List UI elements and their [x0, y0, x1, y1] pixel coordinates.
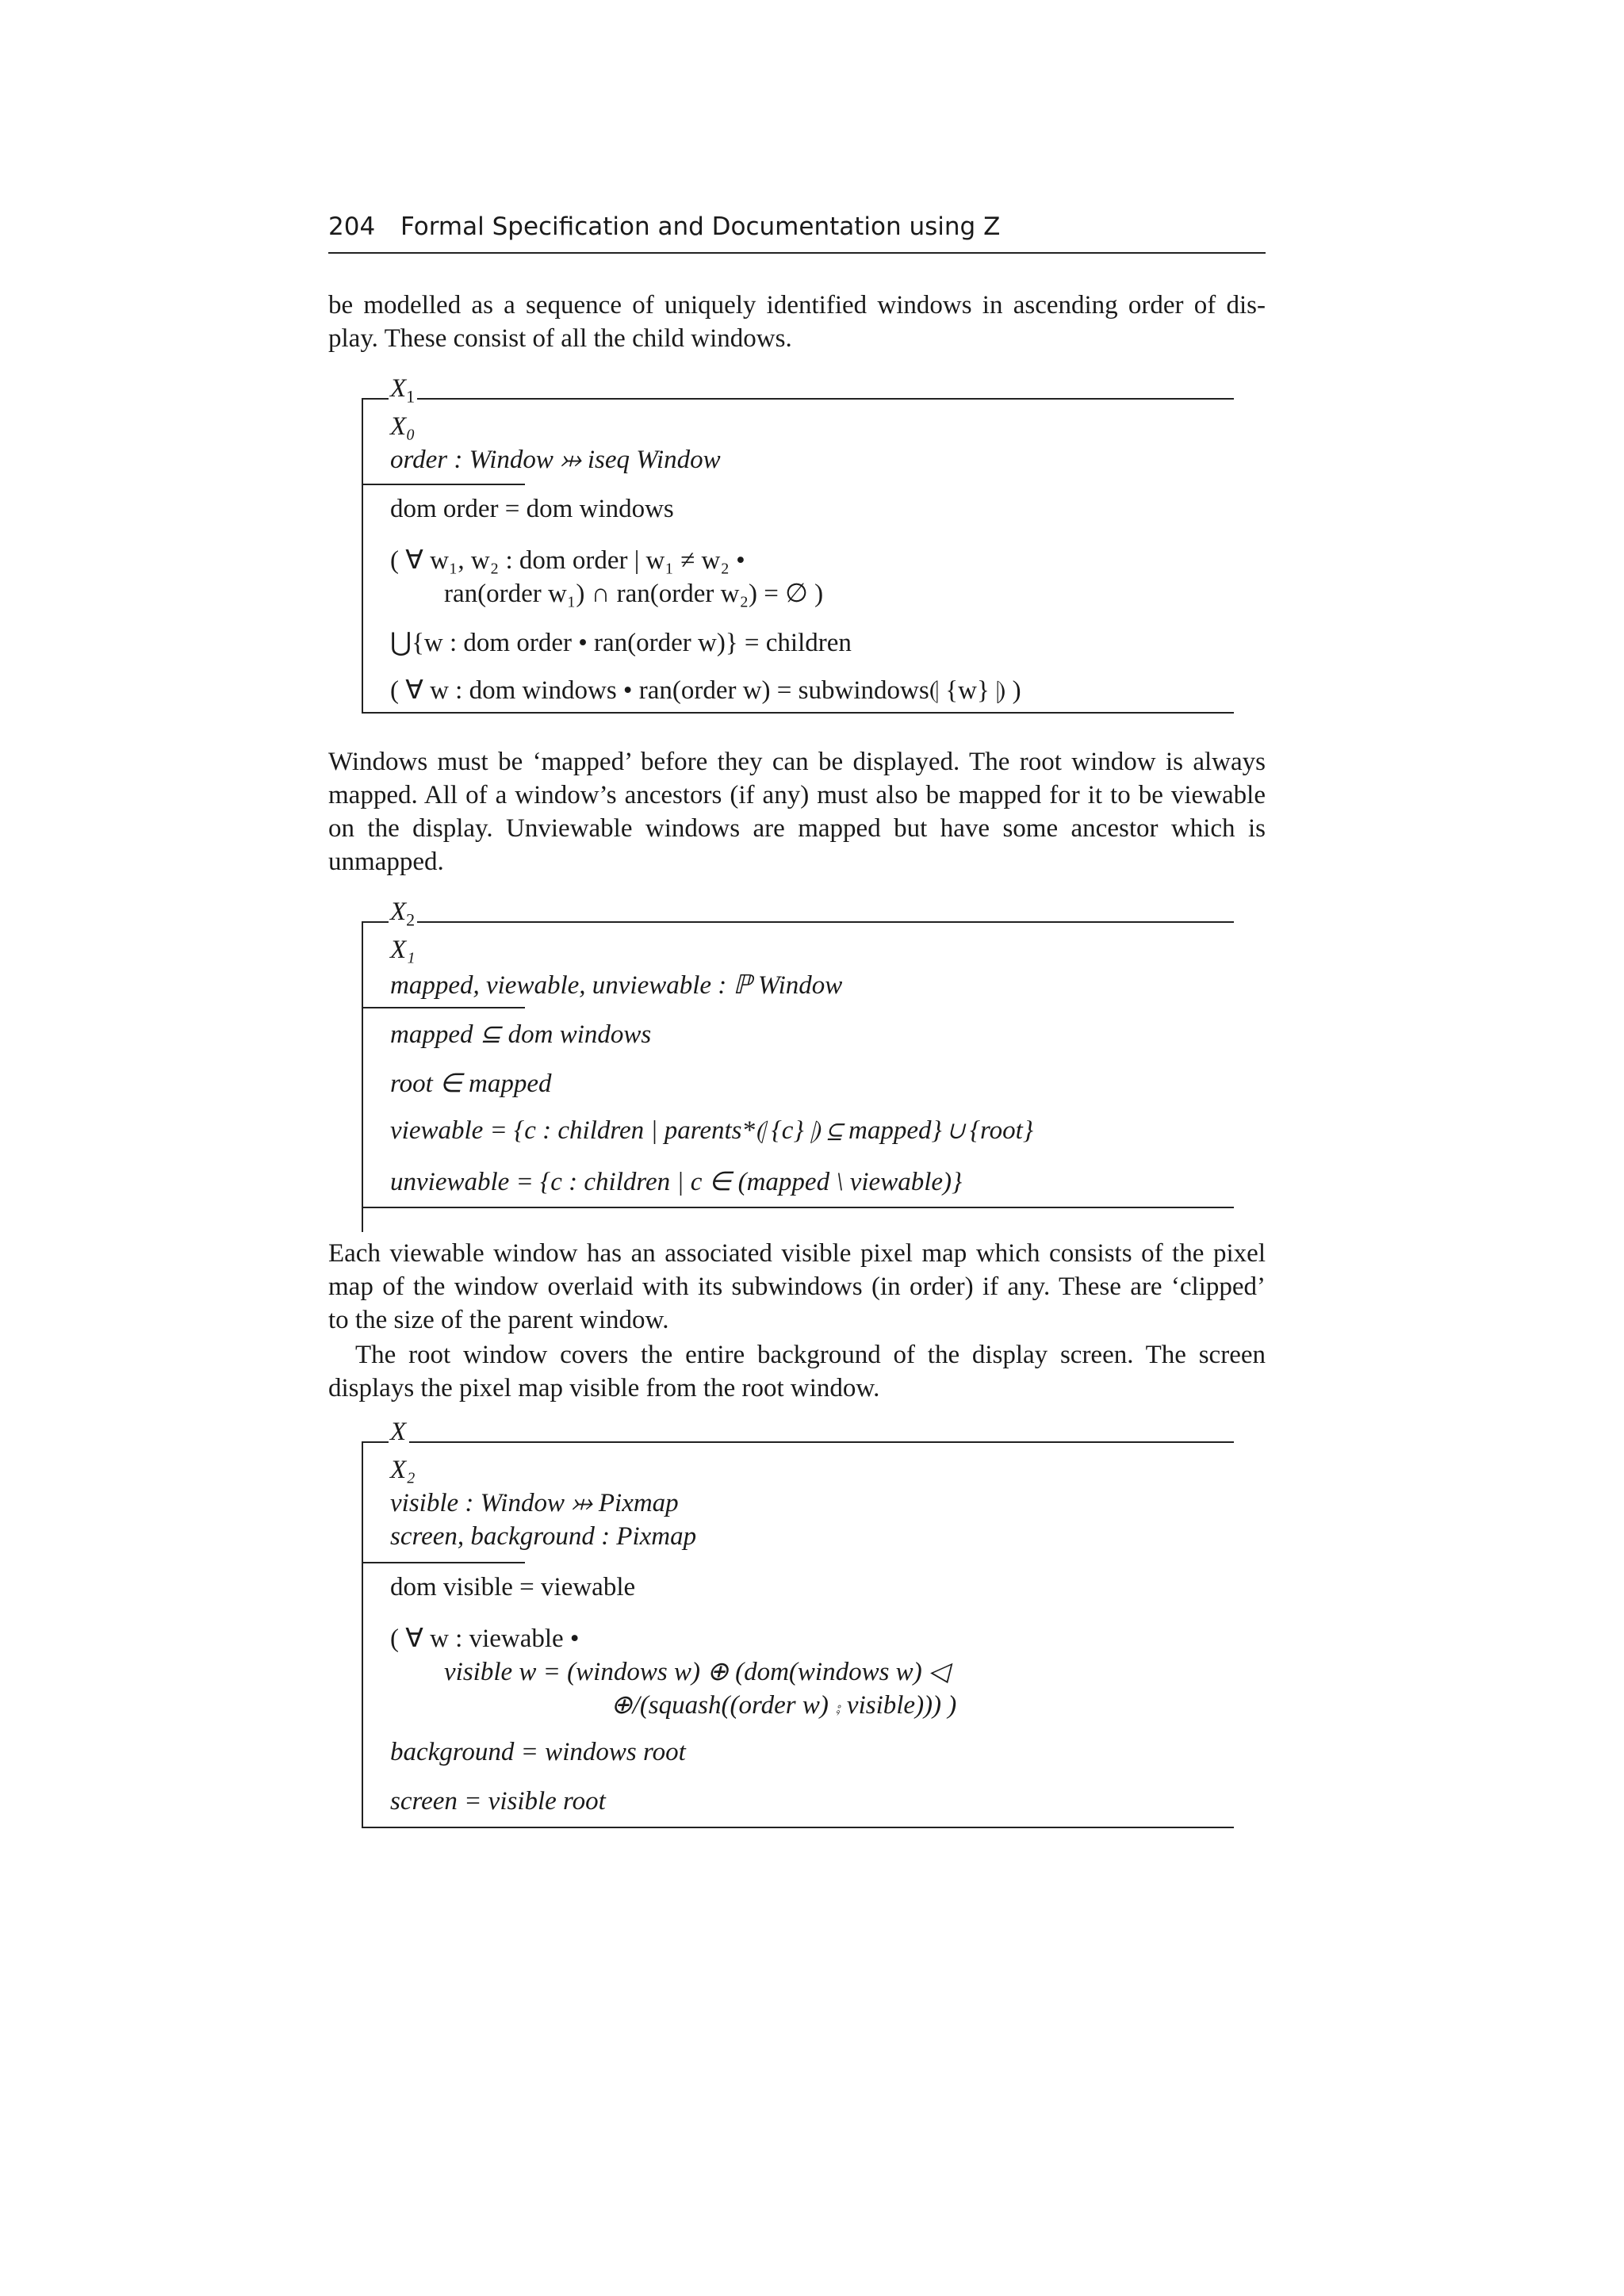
declaration-line: order : Window ⤔ iseq Window — [390, 446, 721, 474]
text-line: Each viewable window has an associated visible pixel map which consists of the pixel — [328, 1239, 1266, 1268]
paragraph-3 — [328, 1237, 1266, 1337]
text-line: to the size of the parent window. — [328, 1306, 669, 1334]
text-line: play. These consist of all the child windows. — [328, 324, 792, 353]
declaration-line: screen, background : Pixmap — [390, 1522, 697, 1551]
text-line: mapped. All of a window’s ancestors (if any) must also be mapped for it to be viewable — [328, 781, 1266, 809]
running-header — [328, 212, 1266, 241]
schema-bottom-rule — [362, 712, 1234, 714]
schema-name-row — [362, 1418, 1234, 1451]
schema-name-row — [362, 897, 1234, 931]
predicate-line: background = windows root — [390, 1738, 686, 1766]
schema-divider — [362, 1562, 525, 1563]
schema-x1 — [362, 374, 1234, 715]
text-line: be modelled as a sequence of uniquely identified windows in ascending order of dis- — [328, 291, 1266, 320]
schema-name: $X_2$ — [390, 897, 416, 930]
predicate-line: mapped ⊆ dom windows — [390, 1020, 652, 1049]
predicate-line: viewable = {c : children | parents*⦇ {c} ⦈ ⊆ mapped} ∪ {root} — [390, 1116, 1034, 1145]
predicate-line: root ∈ mapped — [390, 1070, 552, 1098]
predicate-line: ⊕/(squash((order w) ⨾ visible))) ) — [611, 1691, 957, 1720]
schema-name-row — [362, 374, 1234, 408]
predicate-line: unviewable = {c : children | c ∈ (mapped \ viewable)} — [390, 1168, 963, 1196]
page-number: 204 — [328, 212, 376, 241]
predicate-line: dom visible = viewable — [390, 1573, 636, 1601]
predicate-line: ⋃{w : dom order • ran(order w)} = children — [390, 629, 852, 657]
predicate-line: visible w = (windows w) ⊕ (dom(windows w) ◁ — [444, 1658, 949, 1686]
declaration-line: X₁ — [390, 936, 416, 964]
schema-divider — [362, 484, 525, 485]
schema-divider — [362, 1007, 525, 1008]
text-line: Windows must be ‘mapped’ before they can be displayed. The root window is always — [328, 748, 1266, 776]
predicate-line: dom order = dom windows — [390, 495, 674, 523]
paragraph-1 — [328, 289, 1266, 355]
text-line: displays the pixel map visible from the root window. — [328, 1374, 880, 1402]
header-rule — [328, 252, 1266, 254]
schema-x2 — [362, 897, 1234, 1215]
predicate-line: ran(order w₁) ∩ ran(order w₂) = ∅ ) — [444, 580, 824, 608]
predicate-line: screen = visible root — [390, 1787, 606, 1816]
predicate-line: ( ∀ w : dom windows • ran(order w) = subwindows⦇ {w} ⦈ ) — [390, 676, 1021, 705]
predicate-line: ( ∀ w₁, w₂ : dom order | w₁ ≠ w₂ • — [390, 546, 745, 575]
book-title: Formal Specification and Documentation using Z — [400, 212, 1001, 241]
declaration-line: X₂ — [390, 1456, 416, 1484]
predicate-line: ( ∀ w : viewable • — [390, 1624, 580, 1653]
schema-name: X — [390, 1418, 407, 1446]
declaration-line: mapped, viewable, unviewable : ℙ Window — [390, 971, 843, 1000]
declaration-line: X₀ — [390, 412, 416, 441]
paragraph-2 — [328, 745, 1266, 878]
text-line: on the display. Unviewable windows are mapped but have some ancestor which is — [328, 814, 1266, 843]
text-line: unmapped. — [328, 848, 444, 876]
paragraph-4 — [328, 1338, 1266, 1405]
schema-name: $X_1$ — [390, 374, 416, 407]
text-line: map of the window overlaid with its subwindows (in order) if any. These are ‘clipped’ — [328, 1272, 1266, 1301]
text-line: The root window covers the entire background of the display screen. The screen — [355, 1341, 1266, 1369]
declaration-line: visible : Window ⤔ Pixmap — [390, 1489, 679, 1517]
schema-x — [362, 1418, 1234, 1838]
schema-bottom-rule — [362, 1827, 1234, 1828]
schema-bottom-rule — [362, 1207, 1234, 1208]
